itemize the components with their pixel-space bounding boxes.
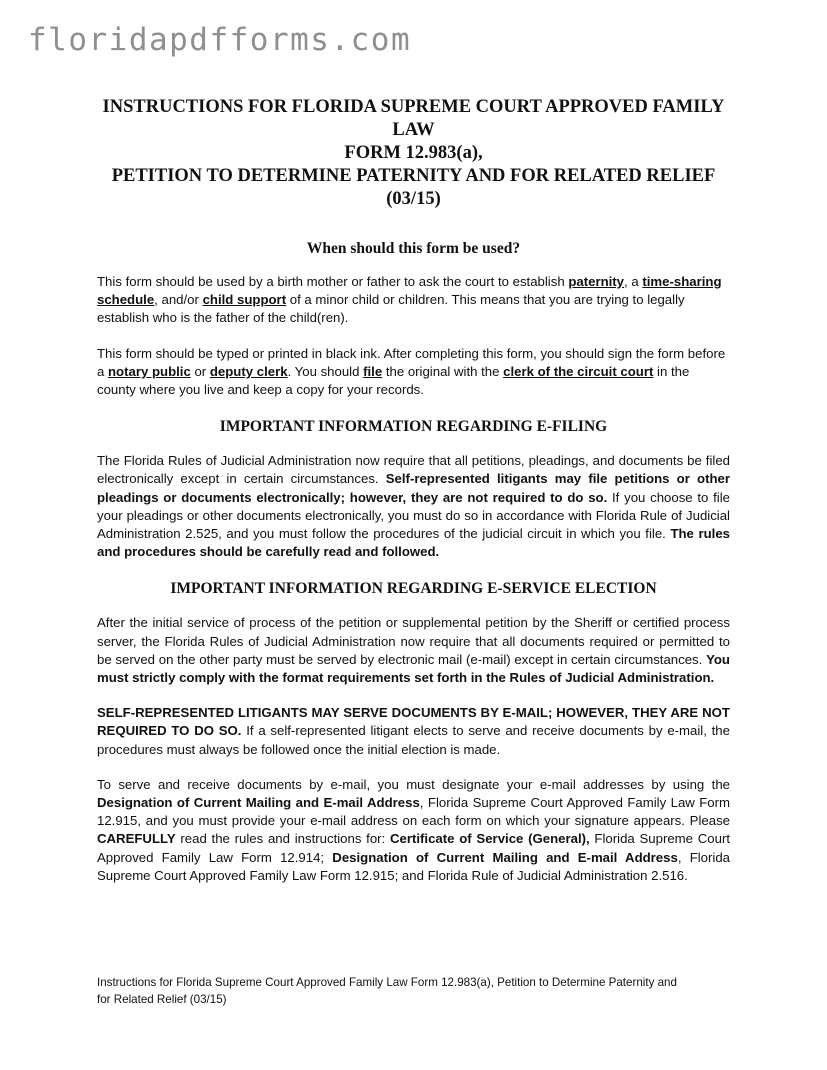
designation-form-name: Designation of Current Mailing and E-mail Address bbox=[97, 795, 420, 811]
eservice-heading: IMPORTANT INFORMATION REGARDING E-SERVICE ELECTION bbox=[170, 580, 657, 598]
eservice-paragraph-3: To serve and receive documents by e-mail, you must designate your e-mail addresses by using the Designation of Current Mailing and E-mail Address, Florida Supreme Court Approved Family Law Form 12.915, and you must provide your e-mail address on each form on which your signature appears. Please CAREFULLY read the rules and instructions for: Certificate of Service (General), Florida Supreme Court Approved Family Law Form 12.914; Designation of Current Mailing and E-mail Address, Florida Supreme Court Approved Family Law Form 12.915; and Florida Rule of Judicial Administration 2.516. bbox=[97, 776, 731, 883]
term-deputy-clerk: deputy clerk bbox=[209, 363, 288, 379]
footer-line-1: Instructions for Florida Supreme Court Approved Family Law Form 12.983(a), Petition to Determine Paternity and bbox=[97, 976, 677, 989]
eservice-bold-2: SELF-REPRESENTED LITIGANTS MAY SERVE DOCUMENTS BY E-MAIL; HOWEVER, THEY ARE NOT REQUIRED TO DO SO. bbox=[97, 705, 730, 739]
eservice-paragraph-1: After the initial service of process of the petition or supplemental petition by the Sheriff or certified process server, the Florida Rules of Judicial Administration now require that all documents required or permitted to be served on the other party must be served by electronic mail (e-mail) except in certain circumstances. You must strictly comply with the format requirements set forth in the Rules of Judicial Administration. bbox=[97, 615, 730, 686]
title-line-2: FORM 12.983(a), bbox=[344, 143, 483, 163]
eservice-paragraph-2: SELF-REPRESENTED LITIGANTS MAY SERVE DOCUMENTS BY E-MAIL; HOWEVER, THEY ARE NOT REQUIRED TO DO SO. If a self-represented litigant elects to serve and receive documents by e-mail, the procedures must always be followed once the initial election is made. bbox=[97, 705, 730, 757]
title-line-4: (03/15) bbox=[386, 189, 441, 209]
certificate-of-service-name: Certificate of Service (General), bbox=[389, 831, 590, 847]
term-file: file bbox=[363, 363, 383, 379]
efiling-heading: IMPORTANT INFORMATION REGARDING E-FILING bbox=[219, 418, 608, 436]
document-page bbox=[97, 96, 730, 902]
designation-form-name-2: Designation of Current Mailing and E-mail Address bbox=[332, 849, 678, 865]
term-time-sharing-schedule: time-sharing schedule bbox=[97, 274, 722, 308]
efiling-paragraph: The Florida Rules of Judicial Administration now require that all petitions, pleadings, and documents be filed electronically except in certain circumstances. Self-represented litigants may file petitions or other pleadings or documents electronically; however, they are not required to do so. If you choose to file your pleadings or other documents electronically, you must do so in accordance with Florida Rule of Judicial Administration 2.525, and you must follow the procedures of the judicial circuit in which you file. The rules and procedures should be carefully read and followed. bbox=[97, 453, 731, 560]
term-notary-public: notary public bbox=[108, 363, 191, 379]
efiling-bold-2: The rules and procedures should be carefully read and followed. bbox=[97, 526, 730, 560]
footer-line-2: for Related Relief (03/15) bbox=[97, 992, 227, 1006]
title-line-1: INSTRUCTIONS FOR FLORIDA SUPREME COURT APPROVED FAMILY LAW bbox=[102, 97, 725, 140]
usage-paragraph-1: This form should be used by a birth mother or father to ask the court to establish paternity, a time-sharing schedule, and/or child support of a minor child or children. This means that you are trying to legally establish who is the father of the child(ren). bbox=[97, 274, 722, 326]
usage-heading: When should this form be used? bbox=[306, 240, 521, 257]
usage-paragraph-2: This form should be typed or printed in black ink. After completing this form, you should sign the form before a notary public or deputy clerk. You should file the original with the clerk of the circuit court in the county where you live and keep a copy for your records. bbox=[97, 345, 726, 398]
eservice-bold-1: You must strictly comply with the format requirements set forth in the Rules of Judicial Administration. bbox=[97, 651, 730, 686]
page-footer bbox=[97, 975, 737, 1008]
title-line-3: PETITION TO DETERMINE PATERNITY AND FOR RELATED RELIEF bbox=[111, 166, 716, 186]
efiling-bold-1: Self-represented litigants may file petitions or other pleadings or documents electronically; however, they are not required to do so. bbox=[97, 471, 731, 505]
carefully-emphasis: CAREFULLY bbox=[97, 831, 176, 847]
document-title bbox=[97, 96, 730, 211]
term-paternity: paternity bbox=[568, 274, 625, 289]
watermark: floridapdfforms.com bbox=[28, 22, 412, 58]
term-child-support: child support bbox=[202, 292, 287, 308]
term-clerk-of-circuit-court: clerk of the circuit court bbox=[503, 363, 654, 379]
